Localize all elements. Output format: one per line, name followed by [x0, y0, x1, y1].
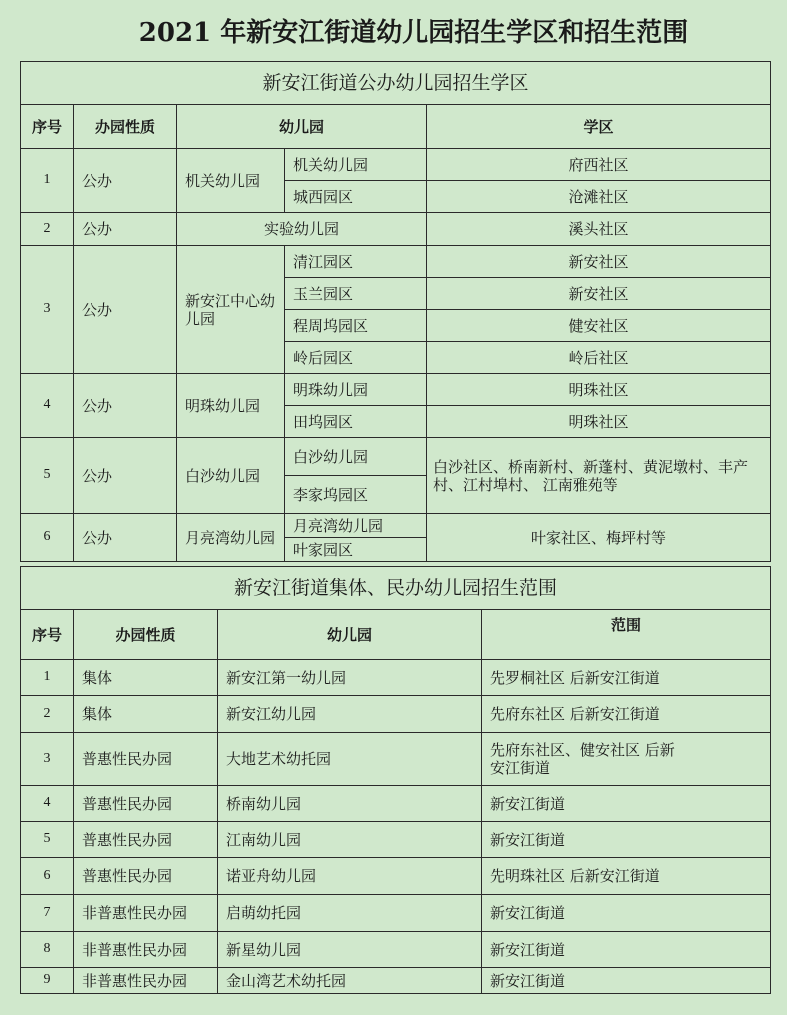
row-kindergarten: 大地艺术幼托园 — [218, 733, 482, 786]
row-no: 1 — [21, 660, 74, 696]
row-type: 公办 — [74, 438, 177, 514]
row-no: 5 — [21, 822, 74, 858]
campus-name: 程周坞园区 — [285, 310, 427, 342]
row-scope: 先明珠社区 后新安江街道 — [482, 858, 771, 895]
row-scope: 新安江街道 — [482, 895, 771, 932]
page-title: 2021 年新安江街道幼儿园招生学区和招生范围 — [138, 17, 689, 48]
row-no: 2 — [21, 213, 74, 246]
row-no: 4 — [21, 786, 74, 822]
table-row — [21, 149, 771, 181]
row-kindergarten: 机关幼儿园 — [177, 149, 285, 213]
public-kindergarten-table — [20, 61, 771, 562]
row-district: 白沙社区、桥南新村、新蓬村、黄泥墩村、丰产村、江村埠村、 江南雅苑等 — [427, 438, 771, 514]
row-scope: 新安江街道 — [482, 822, 771, 858]
header-no: 序号 — [21, 610, 74, 660]
header-kindergarten: 幼儿园 — [177, 105, 427, 149]
row-kindergarten: 诺亚舟幼儿园 — [218, 858, 482, 895]
campus-district: 健安社区 — [427, 310, 771, 342]
row-kindergarten: 白沙幼儿园 — [177, 438, 285, 514]
row-type: 集体 — [74, 660, 218, 696]
row-kindergarten: 月亮湾幼儿园 — [177, 514, 285, 562]
section-title-private: 新安江街道集体、民办幼儿园招生范围 — [21, 567, 771, 610]
row-no: 2 — [21, 696, 74, 733]
table-row — [21, 696, 771, 733]
table-row — [21, 895, 771, 932]
row-scope: 先罗桐社区 后新安江街道 — [482, 660, 771, 696]
row-kindergarten: 桥南幼儿园 — [218, 786, 482, 822]
row-kindergarten: 实验幼儿园 — [177, 213, 427, 246]
table-row — [21, 932, 771, 968]
row-no: 6 — [21, 514, 74, 562]
row-district: 溪头社区 — [427, 213, 771, 246]
campus-name: 叶家园区 — [285, 538, 427, 562]
header-district: 学区 — [427, 105, 771, 149]
row-type: 普惠性民办园 — [74, 822, 218, 858]
table-row — [21, 246, 771, 278]
row-kindergarten: 新安江幼儿园 — [218, 696, 482, 733]
header-no: 序号 — [21, 105, 74, 149]
row-kindergarten: 新安江中心幼儿园 — [177, 246, 285, 374]
row-kindergarten: 启萌幼托园 — [218, 895, 482, 932]
table-row — [21, 786, 771, 822]
row-no: 9 — [21, 968, 74, 994]
row-scope: 新安江街道 — [482, 968, 771, 994]
campus-name: 机关幼儿园 — [285, 149, 427, 181]
campus-name: 岭后园区 — [285, 342, 427, 374]
table-row — [21, 374, 771, 406]
row-scope: 先府东社区、健安社区 后新安江街道 — [482, 733, 771, 786]
private-kindergarten-table — [20, 566, 771, 994]
row-type: 公办 — [74, 514, 177, 562]
row-no: 1 — [21, 149, 74, 213]
campus-district: 府西社区 — [427, 149, 771, 181]
campus-district: 沧滩社区 — [427, 181, 771, 213]
table-row — [21, 822, 771, 858]
row-type: 公办 — [74, 246, 177, 374]
campus-district: 明珠社区 — [427, 374, 771, 406]
campus-name: 田坞园区 — [285, 406, 427, 438]
campus-name: 清江园区 — [285, 246, 427, 278]
campus-district: 明珠社区 — [427, 406, 771, 438]
campus-name: 玉兰园区 — [285, 278, 427, 310]
row-scope: 先府东社区 后新安江街道 — [482, 696, 771, 733]
table-row — [21, 438, 771, 476]
row-kindergarten: 明珠幼儿园 — [177, 374, 285, 438]
section-title-public: 新安江街道公办幼儿园招生学区 — [21, 62, 771, 105]
row-kindergarten: 金山湾艺术幼托园 — [218, 968, 482, 994]
row-scope: 新安江街道 — [482, 786, 771, 822]
header-scope: 范围 — [482, 610, 771, 660]
row-type: 普惠性民办园 — [74, 786, 218, 822]
row-type: 非普惠性民办园 — [74, 968, 218, 994]
table-row — [21, 733, 771, 786]
campus-name: 李家坞园区 — [285, 476, 427, 514]
table-row — [21, 858, 771, 895]
row-no: 3 — [21, 733, 74, 786]
table-row — [21, 968, 771, 994]
header-type: 办园性质 — [74, 105, 177, 149]
table-row — [21, 660, 771, 696]
row-no: 5 — [21, 438, 74, 514]
campus-name: 城西园区 — [285, 181, 427, 213]
row-type: 普惠性民办园 — [74, 733, 218, 786]
row-no: 6 — [21, 858, 74, 895]
row-district: 叶家社区、梅坪村等 — [427, 514, 771, 562]
row-type: 集体 — [74, 696, 218, 733]
row-type: 普惠性民办园 — [74, 858, 218, 895]
row-kindergarten: 新安江第一幼儿园 — [218, 660, 482, 696]
campus-name: 明珠幼儿园 — [285, 374, 427, 406]
campus-district: 新安社区 — [427, 278, 771, 310]
row-type: 公办 — [74, 374, 177, 438]
row-type: 非普惠性民办园 — [74, 932, 218, 968]
row-no: 7 — [21, 895, 74, 932]
table-row — [21, 213, 771, 246]
row-no: 8 — [21, 932, 74, 968]
campus-name: 月亮湾幼儿园 — [285, 514, 427, 538]
row-type: 公办 — [74, 149, 177, 213]
table-row — [21, 514, 771, 538]
header-kindergarten: 幼儿园 — [218, 610, 482, 660]
campus-district: 新安社区 — [427, 246, 771, 278]
header-type: 办园性质 — [74, 610, 218, 660]
row-scope: 新安江街道 — [482, 932, 771, 968]
campus-district: 岭后社区 — [427, 342, 771, 374]
row-type: 公办 — [74, 213, 177, 246]
row-no: 3 — [21, 246, 74, 374]
row-kindergarten: 江南幼儿园 — [218, 822, 482, 858]
row-no: 4 — [21, 374, 74, 438]
row-kindergarten: 新星幼儿园 — [218, 932, 482, 968]
row-type: 非普惠性民办园 — [74, 895, 218, 932]
campus-name: 白沙幼儿园 — [285, 438, 427, 476]
